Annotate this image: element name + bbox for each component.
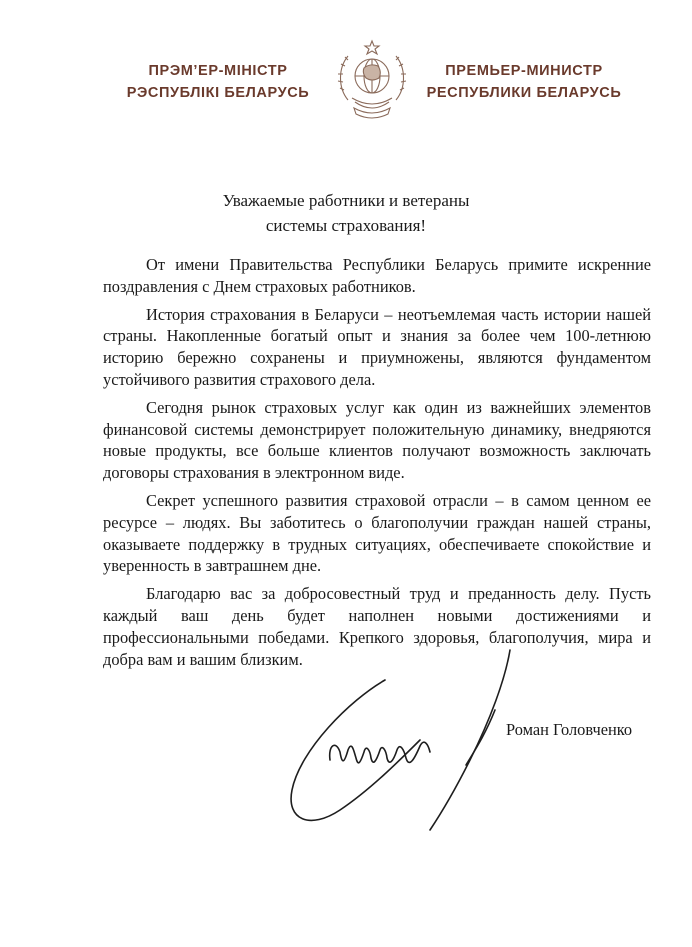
paragraph: Благодарю вас за добросовестный труд и преданность делу. Пусть каждый ваш день будет наполнен новыми достижениями и профессиональными победами. Крепкого здоровья, благополучия, мира и добра вам и вашим близким.: [103, 584, 651, 669]
letterhead-left-line1: ПРЭМ’ЕР-МІНІСТР: [148, 63, 288, 79]
paragraph: От имени Правительства Республики Беларусь примите искренние поздравления с Днем страховых работников.: [103, 255, 651, 296]
salutation-line2: системы страхования!: [265, 216, 427, 235]
paragraph: История страхования в Беларуси – неотъемлемая часть истории нашей страны. Накопленные богатый опыт и знания за более чем 100-летнюю историю бережно сохранены и приумножены, являются фундаментом устойчивого развития страхового дела.: [103, 304, 651, 389]
letter-body: [103, 254, 651, 676]
letterhead: [0, 38, 692, 110]
paragraph: Секрет успешного развития страховой отрасли – в самом ценном ее ресурсе – людях. Вы заботитесь о благополучии граждан нашей страны, оказываете поддержку в трудных ситуациях, обеспечиваете спокойствие и уверенность в завтрашнем дне.: [103, 490, 651, 576]
paragraph: Сегодня рынок страховых услуг как один из важнейших элементов финансовой системы демонстрирует положительную динамику, внедряются новые продукты, все больше клиентов получают возможность заключать договоры страхования в электронном виде.: [103, 397, 651, 483]
letterhead-belarusian: [113, 60, 323, 104]
letterhead-russian: [417, 60, 631, 104]
salutation-line1: Уважаемые работники и ветераны: [222, 191, 470, 210]
letterhead-right-line2: РЕСПУБЛИКИ БЕЛАРУСЬ: [426, 85, 622, 101]
handwritten-signature-icon: [270, 640, 530, 840]
signer-name: Роман Головченко: [506, 720, 633, 739]
letterhead-left-line2: РЭСПУБЛІКІ БЕЛАРУСЬ: [126, 85, 310, 101]
state-emblem-icon: [330, 38, 414, 122]
salutation: [0, 188, 692, 238]
letterhead-right-line1: ПРЕМЬЕР-МИНИСТР: [445, 63, 603, 79]
